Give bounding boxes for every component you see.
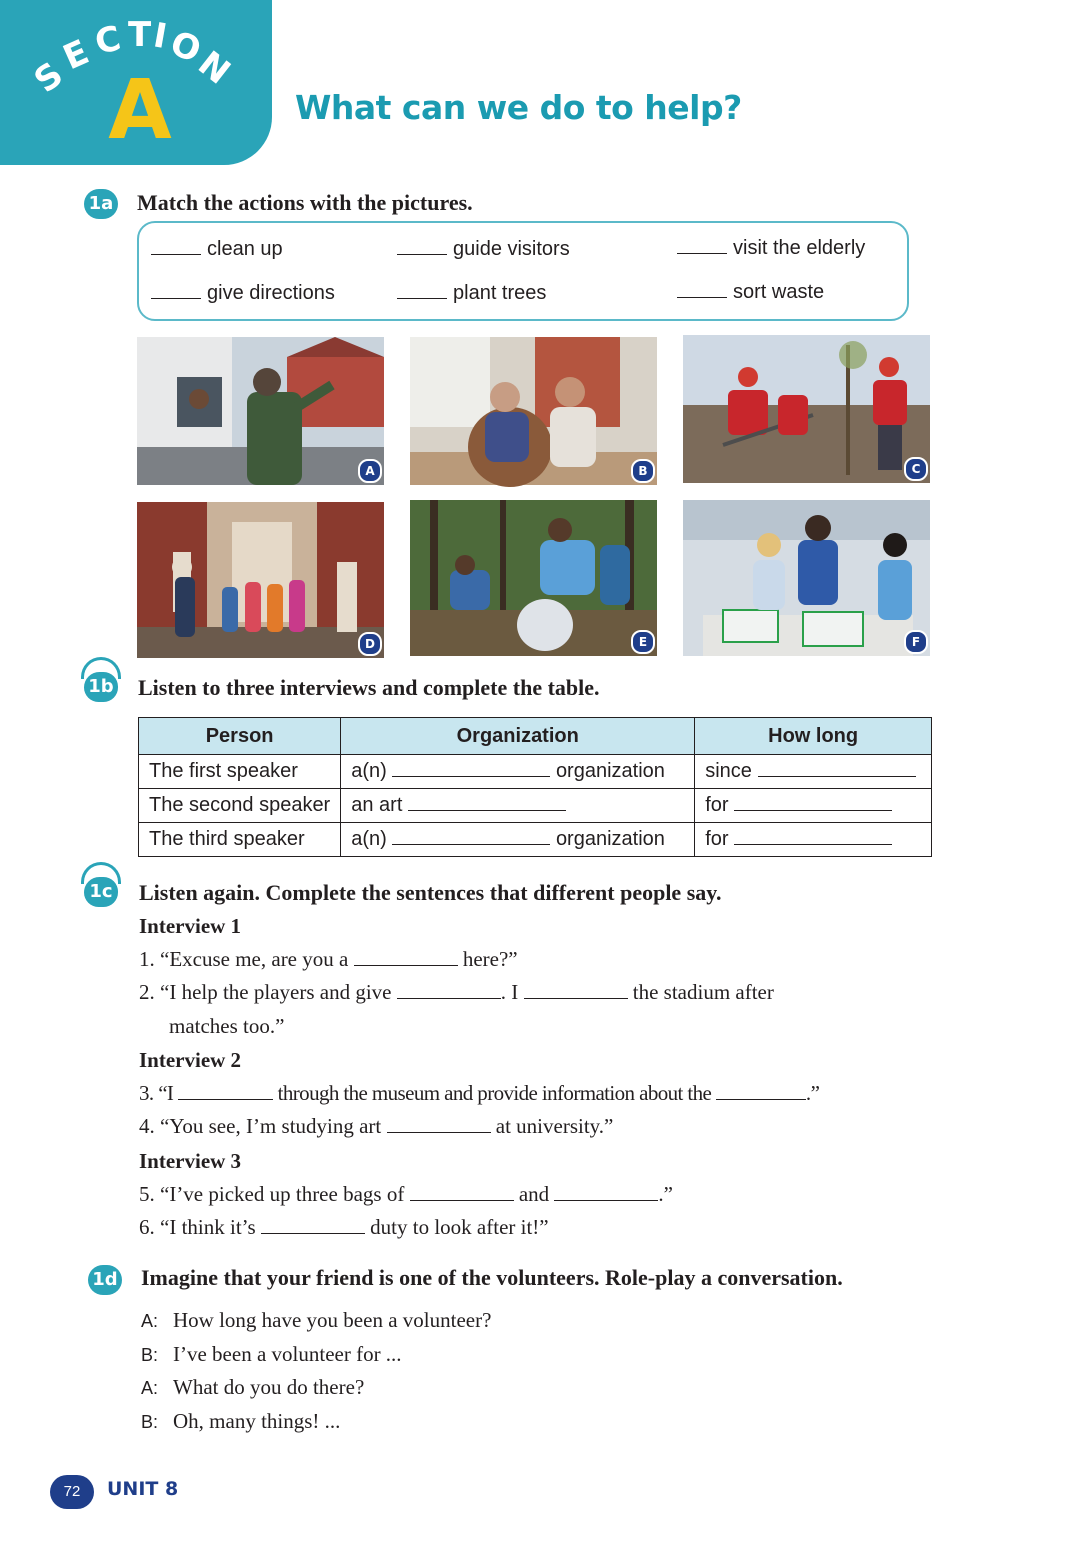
dialog-line: A: How long have you been a volunteer? [141,1308,492,1332]
answer-blank[interactable] [392,760,550,777]
answer-blank[interactable] [178,1083,273,1100]
answer-blank[interactable] [151,282,201,299]
sentence-5: 5. “I’ve picked up three bags of and .” [139,1182,673,1206]
answer-blank[interactable] [677,237,727,254]
word-item: guide visitors [397,238,570,261]
section-tab [0,0,272,165]
answer-blank[interactable] [397,238,447,255]
answer-blank[interactable] [758,760,916,777]
table-header: How long [695,718,932,755]
planting-trees-photo [683,335,930,483]
activity-1c-instruction: Listen again. Complete the sentences that different people say. [139,880,722,905]
giving-directions-photo [137,337,384,485]
activity-1a-badge: 1a [84,189,118,219]
answer-blank[interactable] [392,828,550,845]
answer-blank[interactable] [261,1217,365,1234]
interview-3-heading: Interview 3 [139,1149,242,1173]
answer-blank[interactable] [734,794,892,811]
svg-text:N: N [190,43,238,93]
picture-label-a: A [358,459,382,483]
picture-label-b: B [631,459,655,483]
picture-label-e: E [631,630,655,654]
table-header: Person [139,718,341,755]
table-header-row [139,718,932,755]
picture-label-c: C [904,457,928,481]
sentence-2: 2. “I help the players and give . I the stadium after [139,980,774,1004]
answer-blank[interactable] [677,281,727,298]
sentence-1: 1. “Excuse me, are you a here?” [139,947,518,971]
answer-blank[interactable] [408,794,566,811]
dialog-line: A: What do you do there? [141,1375,365,1399]
organization-cell: a(n) organization [341,755,695,789]
table-row [139,789,932,823]
word-item: plant trees [397,282,546,305]
picture-label-d: D [358,632,382,656]
visiting-elderly-photo [410,337,657,485]
organization-cell: a(n) organization [341,823,695,857]
svg-text:S: S [26,54,71,102]
interview-2-heading: Interview 2 [139,1048,242,1072]
activity-1d-instruction: Imagine that your friend is one of the volunteers. Role-play a conversation. [141,1265,843,1290]
svg-text:I: I [150,15,170,58]
svg-text:E: E [57,32,95,79]
answer-blank[interactable] [410,1184,514,1201]
activity-1c-badge: 1c [84,877,118,907]
cleaning-up-photo [410,500,657,656]
word-item: clean up [151,238,283,261]
how-long-cell: for [695,823,932,857]
dialog-line: B: I’ve been a volunteer for ... [141,1342,402,1366]
sentence-4: 4. “You see, I’m studying art at university.” [139,1114,614,1138]
table-header: Organization [341,718,695,755]
svg-text:T: T [128,15,152,55]
word-item: sort waste [677,281,824,304]
activity-1a-instruction: Match the actions with the pictures. [137,190,473,215]
activity-1b-instruction: Listen to three interviews and complete the table. [138,675,600,700]
svg-text:C: C [91,18,125,63]
answer-blank[interactable] [397,982,501,999]
answer-blank[interactable] [387,1116,491,1133]
picture-label-f: F [904,630,928,654]
answer-blank[interactable] [151,238,201,255]
sentence-2-continued: matches too.” [169,1014,285,1038]
dialog-line: B: Oh, many things! ... [141,1409,341,1433]
interview-table [138,717,932,857]
svg-text:O: O [164,23,207,72]
word-bank [137,221,909,321]
page-number: 72 [50,1475,94,1509]
person-cell: The third speaker [139,823,341,857]
table-row [139,823,932,857]
word-item: visit the elderly [677,237,865,260]
answer-blank[interactable] [716,1083,806,1100]
answer-blank[interactable] [524,982,628,999]
sorting-waste-photo [683,500,930,656]
how-long-cell: for [695,789,932,823]
answer-blank[interactable] [734,828,892,845]
page-title: What can we do to help? [295,88,742,127]
interview-1-heading: Interview 1 [139,914,242,938]
activity-1d-badge: 1d [88,1265,122,1295]
section-letter: A [108,63,172,158]
sentence-3: 3. “I through the museum and provide information about the .” [139,1081,820,1105]
word-item: give directions [151,282,335,305]
how-long-cell: since [695,755,932,789]
activity-1b-badge: 1b [84,672,118,702]
unit-label: UNIT 8 [107,1478,179,1500]
sentence-6: 6. “I think it’s duty to look after it!” [139,1215,549,1239]
answer-blank[interactable] [397,282,447,299]
person-cell: The second speaker [139,789,341,823]
organization-cell: an art [341,789,695,823]
answer-blank[interactable] [354,949,458,966]
museum-guide-photo [137,502,384,658]
table-row [139,755,932,789]
person-cell: The first speaker [139,755,341,789]
answer-blank[interactable] [554,1184,658,1201]
